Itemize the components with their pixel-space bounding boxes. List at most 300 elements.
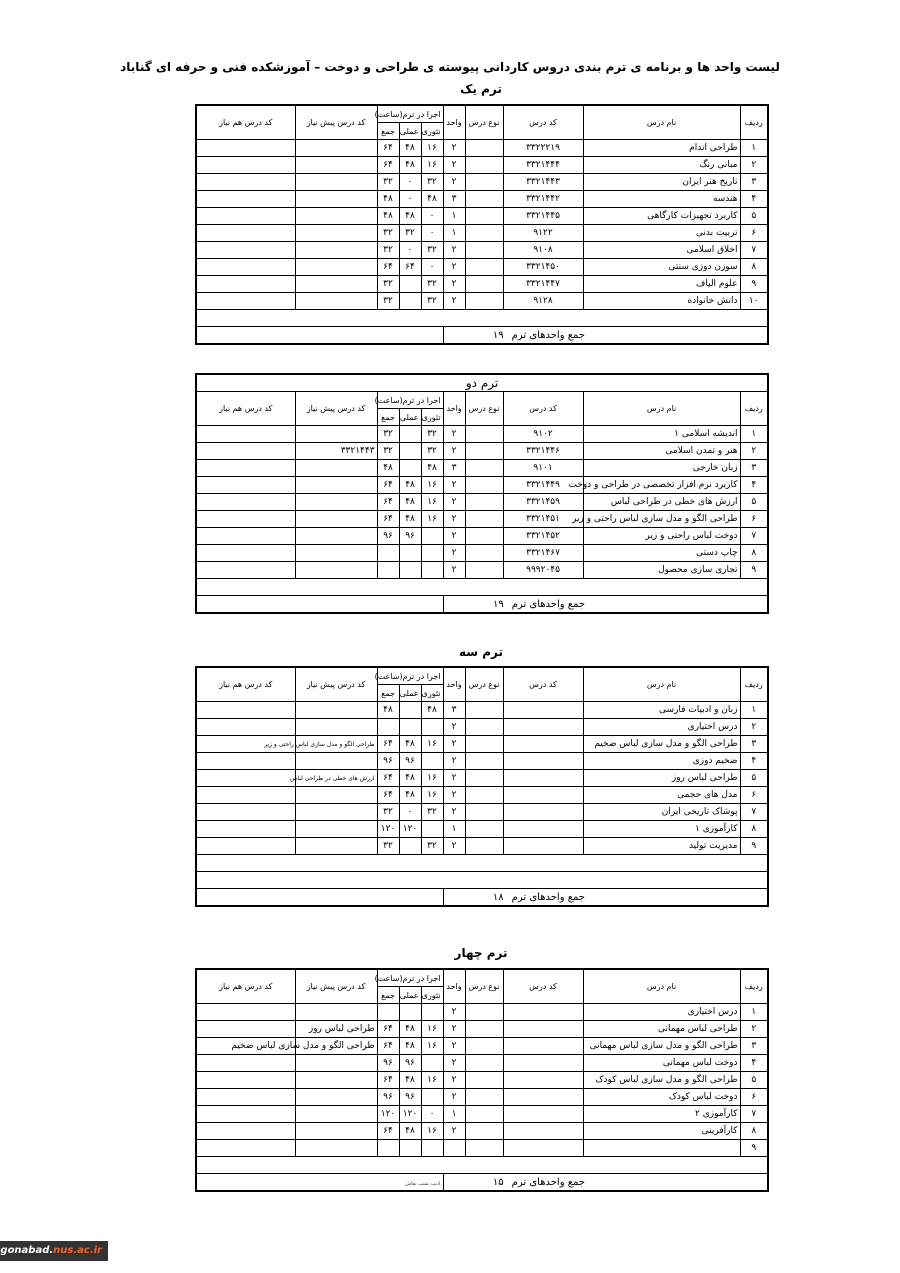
cell-coreq <box>196 1055 295 1072</box>
empty-row <box>196 872 768 889</box>
cell-theory: ۰ <box>421 208 443 225</box>
cell-name: کارآموزی ۱ <box>583 821 740 838</box>
header-name: نام درس <box>583 667 740 702</box>
cell-coreq <box>196 174 295 191</box>
cell-total: ۴۸ <box>377 702 399 719</box>
header-unit: واحد <box>443 969 465 1004</box>
cell-type <box>465 259 503 276</box>
table-row <box>196 293 768 310</box>
cell-theory: ۴۸ <box>421 191 443 208</box>
cell-type <box>465 562 503 579</box>
cell-practical <box>399 460 421 477</box>
table-row <box>196 1038 768 1055</box>
cell-coreq <box>196 1072 295 1089</box>
table-row <box>196 242 768 259</box>
header-unit: واحد <box>443 105 465 140</box>
table-row <box>196 1004 768 1021</box>
cell-prereq <box>295 208 377 225</box>
cell-coreq <box>196 1123 295 1140</box>
cell-type <box>465 191 503 208</box>
cell-coreq <box>196 477 295 494</box>
cell-total: ۴۸ <box>377 460 399 477</box>
cell-prereq <box>295 1106 377 1123</box>
cell-code: ۳۳۲۱۴۵۲ <box>503 528 583 545</box>
table-row <box>196 443 768 460</box>
header-code: کد درس <box>503 667 583 702</box>
cell-name: کارآموزی ۲ <box>583 1106 740 1123</box>
table-row <box>196 719 768 736</box>
cell-coreq <box>196 562 295 579</box>
table-row <box>196 1089 768 1106</box>
cell-total: ۳۲ <box>377 242 399 259</box>
cell-name: اخلاق اسلامی <box>583 242 740 259</box>
header-name: نام درس <box>583 392 740 426</box>
header-type: نوع درس <box>465 105 503 140</box>
sum-blank <box>196 1174 443 1192</box>
cell-name: هنر و تمدن اسلامی <box>583 443 740 460</box>
cell-row: ۸ <box>740 1123 768 1140</box>
cell-name: دوخت لباس کودک <box>583 1089 740 1106</box>
cell-theory <box>421 1004 443 1021</box>
cell-code: ۹۹۹۲۰۴۵ <box>503 562 583 579</box>
cell-row: ۷ <box>740 804 768 821</box>
header-theory: تئوری <box>421 987 443 1004</box>
cell-theory: ۱۶ <box>421 1021 443 1038</box>
cell-theory: ۴۸ <box>421 460 443 477</box>
cell-coreq <box>196 293 295 310</box>
cell-name: هندسه <box>583 191 740 208</box>
header-row: ردیف <box>740 105 768 140</box>
cell-coreq <box>196 719 295 736</box>
cell-row: ۳ <box>740 174 768 191</box>
cell-total: ۱۲۰ <box>377 1106 399 1123</box>
header-unit: واحد <box>443 667 465 702</box>
cell-coreq <box>196 157 295 174</box>
cell-theory: ۳۲ <box>421 838 443 855</box>
cell-unit: ۲ <box>443 1038 465 1055</box>
cell-unit: ۲ <box>443 293 465 310</box>
cell-theory: ۱۶ <box>421 511 443 528</box>
header-practical: عملی <box>399 685 421 702</box>
header-coreq: کد درس هم نیاز <box>196 667 295 702</box>
cell-unit: ۲ <box>443 838 465 855</box>
empty-cell <box>196 1157 768 1174</box>
cell-practical <box>399 443 421 460</box>
table-row <box>196 174 768 191</box>
cell-theory <box>421 1140 443 1157</box>
table-row <box>196 259 768 276</box>
cell-row: ۸ <box>740 821 768 838</box>
cell-prereq <box>295 804 377 821</box>
cell-practical: ۰ <box>399 804 421 821</box>
cell-total: ۶۴ <box>377 1123 399 1140</box>
cell-unit: ۲ <box>443 1123 465 1140</box>
cell-code <box>503 1089 583 1106</box>
cell-prereq <box>295 494 377 511</box>
cell-unit: ۲ <box>443 1021 465 1038</box>
cell-unit: ۲ <box>443 1072 465 1089</box>
cell-name: زبان خارجی <box>583 460 740 477</box>
cell-total: ۴۸ <box>377 208 399 225</box>
cell-theory: ۴۸ <box>421 702 443 719</box>
cell-practical: ۴۸ <box>399 1038 421 1055</box>
cell-type <box>465 426 503 443</box>
cell-type <box>465 208 503 225</box>
cell-type <box>465 494 503 511</box>
cell-practical: ۰ <box>399 174 421 191</box>
cell-coreq <box>196 426 295 443</box>
cell-prereq <box>295 259 377 276</box>
cell-total: ۶۴ <box>377 477 399 494</box>
cell-prereq <box>295 242 377 259</box>
cell-name <box>583 1140 740 1157</box>
cell-coreq <box>196 225 295 242</box>
cell-theory: ۱۶ <box>421 1038 443 1055</box>
sum-value: ۱۹ <box>492 598 504 610</box>
cell-theory <box>421 528 443 545</box>
table-row <box>196 460 768 477</box>
cell-coreq <box>196 191 295 208</box>
cell-practical <box>399 562 421 579</box>
cell-total: ۹۶ <box>377 1055 399 1072</box>
table-row <box>196 736 768 753</box>
cell-prereq <box>295 1004 377 1021</box>
cell-name: طراحی اندام <box>583 140 740 157</box>
cell-total: ۱۲۰ <box>377 821 399 838</box>
cell-unit: ۱ <box>443 225 465 242</box>
cell-total: ۳۲ <box>377 225 399 242</box>
cell-row: ۹ <box>740 562 768 579</box>
cell-row: ۵ <box>740 494 768 511</box>
cell-name: طراحی الگو و مدل سازی لباس کودک <box>583 1072 740 1089</box>
cell-name: ضخیم دوزی <box>583 753 740 770</box>
cell-practical: ۶۴ <box>399 259 421 276</box>
cell-theory <box>421 753 443 770</box>
cell-row: ۴ <box>740 753 768 770</box>
header-exec: اجرا در ترم(ساعت) <box>377 969 443 987</box>
header-unit: واحد <box>443 392 465 426</box>
cell-row: ۷ <box>740 242 768 259</box>
cell-prereq <box>295 702 377 719</box>
cell-prereq <box>295 140 377 157</box>
cell-unit: ۲ <box>443 804 465 821</box>
cell-row: ۱۰ <box>740 293 768 310</box>
cell-coreq <box>196 821 295 838</box>
empty-cell <box>196 855 768 872</box>
cell-row: ۶ <box>740 225 768 242</box>
cell-practical <box>399 1004 421 1021</box>
header-total: جمع <box>377 409 399 426</box>
sum-value: ۱۵ <box>492 1176 504 1188</box>
cell-type <box>465 804 503 821</box>
header-code: کد درس <box>503 392 583 426</box>
header-prereq: کد درس پیش نیاز <box>295 667 377 702</box>
header-prereq: کد درس پیش نیاز <box>295 969 377 1004</box>
header-row: ردیف <box>740 969 768 1004</box>
sum-value: ۱۹ <box>492 329 504 341</box>
cell-unit: ۲ <box>443 753 465 770</box>
table-row <box>196 753 768 770</box>
header-name: نام درس <box>583 969 740 1004</box>
cell-row: ۷ <box>740 1106 768 1123</box>
cell-prereq: طراحی لباس روز <box>295 1021 377 1038</box>
term-table <box>195 666 769 907</box>
cell-coreq <box>196 140 295 157</box>
empty-cell <box>196 310 768 327</box>
cell-theory: ۳۲ <box>421 426 443 443</box>
cell-prereq <box>295 157 377 174</box>
cell-practical <box>399 293 421 310</box>
table-row <box>196 838 768 855</box>
cell-name: علوم الیاف <box>583 276 740 293</box>
cell-code: ۳۳۲۱۴۵۹ <box>503 494 583 511</box>
cell-type <box>465 1004 503 1021</box>
cell-total <box>377 545 399 562</box>
cell-code: ۳۳۲۱۴۴۶ <box>503 443 583 460</box>
header-practical: عملی <box>399 987 421 1004</box>
cell-coreq <box>196 702 295 719</box>
cell-coreq <box>196 838 295 855</box>
cell-code: ۹۱۰۱ <box>503 460 583 477</box>
cell-coreq <box>196 460 295 477</box>
cell-practical: ۴۸ <box>399 477 421 494</box>
cell-code: ۳۳۲۱۴۴۹ <box>503 477 583 494</box>
cell-code <box>503 821 583 838</box>
cell-row: ۱ <box>740 702 768 719</box>
cell-row: ۷ <box>740 528 768 545</box>
table-row <box>196 157 768 174</box>
cell-unit: ۲ <box>443 1089 465 1106</box>
cell-name: تجاری سازی محصول <box>583 562 740 579</box>
cell-theory <box>421 1055 443 1072</box>
cell-type <box>465 736 503 753</box>
table-row <box>196 821 768 838</box>
term-title: ترم دو <box>196 374 768 392</box>
cell-unit: ۲ <box>443 562 465 579</box>
cell-unit: ۳ <box>443 191 465 208</box>
cell-type <box>465 511 503 528</box>
cell-prereq <box>295 787 377 804</box>
cell-type <box>465 702 503 719</box>
cell-theory: ۱۶ <box>421 736 443 753</box>
cell-type <box>465 157 503 174</box>
table-row <box>196 1055 768 1072</box>
cell-prereq <box>295 426 377 443</box>
cell-row: ۱ <box>740 1004 768 1021</box>
cell-total: ۳۲ <box>377 293 399 310</box>
cell-type <box>465 242 503 259</box>
cell-practical: ۴۸ <box>399 494 421 511</box>
cell-code: ۳۳۲۱۴۴۷ <box>503 276 583 293</box>
cell-theory: ۳۲ <box>421 174 443 191</box>
table-row <box>196 562 768 579</box>
header-code: کد درس <box>503 969 583 1004</box>
cell-row: ۵ <box>740 1072 768 1089</box>
table-row <box>196 225 768 242</box>
cell-row: ۱ <box>740 140 768 157</box>
empty-row <box>196 579 768 596</box>
cell-type <box>465 753 503 770</box>
cell-unit: ۱ <box>443 821 465 838</box>
cell-code <box>503 702 583 719</box>
cell-unit: ۱ <box>443 208 465 225</box>
cell-total <box>377 1140 399 1157</box>
cell-practical: ۴۸ <box>399 736 421 753</box>
cell-unit: ۲ <box>443 276 465 293</box>
cell-unit: ۲ <box>443 511 465 528</box>
header-theory: تئوری <box>421 123 443 140</box>
cell-code <box>503 1106 583 1123</box>
cell-name: کارآفرینی <box>583 1123 740 1140</box>
empty-row <box>196 855 768 872</box>
cell-code <box>503 1123 583 1140</box>
cell-practical: ۴۸ <box>399 787 421 804</box>
header-row: ردیف <box>740 667 768 702</box>
cell-name: سوزن دوزی سنتی <box>583 259 740 276</box>
cell-type <box>465 1140 503 1157</box>
cell-coreq <box>196 753 295 770</box>
cell-row: ۴ <box>740 191 768 208</box>
cell-practical: ۴۸ <box>399 157 421 174</box>
page-title: لیست واحد ها و برنامه ی ترم بندی دروس کاردانی پیوسته ی طراحی و دوخت – آموزشکده فنی و حرفه ای گناباد <box>120 60 780 74</box>
cell-name: درس اختیاری <box>583 719 740 736</box>
table-row <box>196 511 768 528</box>
header-total: جمع <box>377 685 399 702</box>
cell-coreq <box>196 528 295 545</box>
sum-row <box>196 889 768 907</box>
cell-unit: ۲ <box>443 140 465 157</box>
cell-unit: ۲ <box>443 157 465 174</box>
cell-theory: ۱۶ <box>421 477 443 494</box>
cell-coreq <box>196 242 295 259</box>
header-name: نام درس <box>583 105 740 140</box>
cell-code: ۳۳۲۱۴۵۰ <box>503 259 583 276</box>
header-practical: عملی <box>399 123 421 140</box>
cell-type <box>465 1055 503 1072</box>
header-type: نوع درس <box>465 667 503 702</box>
cell-total: ۶۴ <box>377 259 399 276</box>
sum-row <box>196 327 768 345</box>
cell-row: ۳ <box>740 736 768 753</box>
cell-type <box>465 276 503 293</box>
sum-cell <box>443 1174 768 1192</box>
cell-total: ۳۲ <box>377 276 399 293</box>
cell-prereq <box>295 1055 377 1072</box>
cell-unit: ۲ <box>443 174 465 191</box>
table-row <box>196 1106 768 1123</box>
cell-unit: ۲ <box>443 242 465 259</box>
cell-unit: ۲ <box>443 426 465 443</box>
table-row <box>196 702 768 719</box>
cell-code: ۳۳۲۱۴۶۷ <box>503 545 583 562</box>
site-logo-main: gonabad. <box>0 1245 54 1256</box>
cell-name: طراحی لباس روز <box>583 770 740 787</box>
cell-theory <box>421 1089 443 1106</box>
cell-practical: ۱۲۰ <box>399 1106 421 1123</box>
cell-row: ۹ <box>740 1140 768 1157</box>
cell-prereq <box>295 460 377 477</box>
cell-coreq <box>196 770 295 787</box>
cell-code: ۹۱۰۲ <box>503 426 583 443</box>
table-row <box>196 494 768 511</box>
term-table <box>195 968 769 1192</box>
cell-name: چاپ دستی <box>583 545 740 562</box>
table-row <box>196 191 768 208</box>
sum-cell <box>443 889 768 907</box>
cell-unit: ۲ <box>443 477 465 494</box>
signature-stamp: ادیب نسب نقاش <box>405 1180 441 1187</box>
cell-theory: ۱۶ <box>421 494 443 511</box>
cell-unit: ۲ <box>443 719 465 736</box>
cell-practical <box>399 838 421 855</box>
cell-theory: ۰ <box>421 259 443 276</box>
cell-theory: ۳۲ <box>421 242 443 259</box>
cell-unit: ۲ <box>443 787 465 804</box>
cell-theory: ۱۶ <box>421 140 443 157</box>
cell-practical <box>399 276 421 293</box>
cell-unit: ۲ <box>443 443 465 460</box>
cell-unit: ۲ <box>443 1004 465 1021</box>
term-table <box>195 373 769 614</box>
cell-total: ۳۲ <box>377 174 399 191</box>
cell-total: ۳۲ <box>377 804 399 821</box>
cell-code <box>503 1021 583 1038</box>
cell-theory: ۳۲ <box>421 804 443 821</box>
cell-total: ۶۴ <box>377 157 399 174</box>
cell-coreq <box>196 494 295 511</box>
cell-row: ۵ <box>740 208 768 225</box>
cell-row: ۳ <box>740 1038 768 1055</box>
cell-coreq <box>196 804 295 821</box>
header-theory: تئوری <box>421 685 443 702</box>
cell-coreq <box>196 443 295 460</box>
cell-row: ۶ <box>740 787 768 804</box>
cell-prereq <box>295 225 377 242</box>
header-code: کد درس <box>503 105 583 140</box>
term-title: ترم یک <box>460 82 502 96</box>
sum-cell <box>443 327 768 345</box>
cell-total: ۳۲ <box>377 838 399 855</box>
cell-total <box>377 1004 399 1021</box>
cell-coreq <box>196 1106 295 1123</box>
header-practical: عملی <box>399 409 421 426</box>
cell-total <box>377 562 399 579</box>
cell-prereq <box>295 562 377 579</box>
header-coreq: کد درس هم نیاز <box>196 969 295 1004</box>
cell-code: ۳۳۲۱۴۴۴ <box>503 157 583 174</box>
cell-practical: ۳۲ <box>399 225 421 242</box>
table-row <box>196 1123 768 1140</box>
sum-blank <box>196 327 443 345</box>
cell-code <box>503 787 583 804</box>
sum-label: جمع واحدهای ترم <box>511 1176 585 1188</box>
cell-code <box>503 1072 583 1089</box>
header-exec: اجرا در ترم(ساعت) <box>377 667 443 685</box>
header-theory: تئوری <box>421 409 443 426</box>
empty-row <box>196 310 768 327</box>
cell-practical <box>399 719 421 736</box>
cell-code: ۳۳۲۱۴۴۲ <box>503 191 583 208</box>
cell-theory: ۱۶ <box>421 770 443 787</box>
cell-total: ۹۶ <box>377 753 399 770</box>
table-row <box>196 276 768 293</box>
cell-practical <box>399 545 421 562</box>
cell-name: طراحی الگو و مدل سازی لباس راحتی و زیر <box>583 511 740 528</box>
site-logo[interactable] <box>0 1241 108 1261</box>
term-title: ترم سه <box>458 645 504 659</box>
cell-prereq: طراحی الگو و مدل سازی لباس ضخیم <box>295 1038 377 1055</box>
cell-total: ۶۴ <box>377 511 399 528</box>
